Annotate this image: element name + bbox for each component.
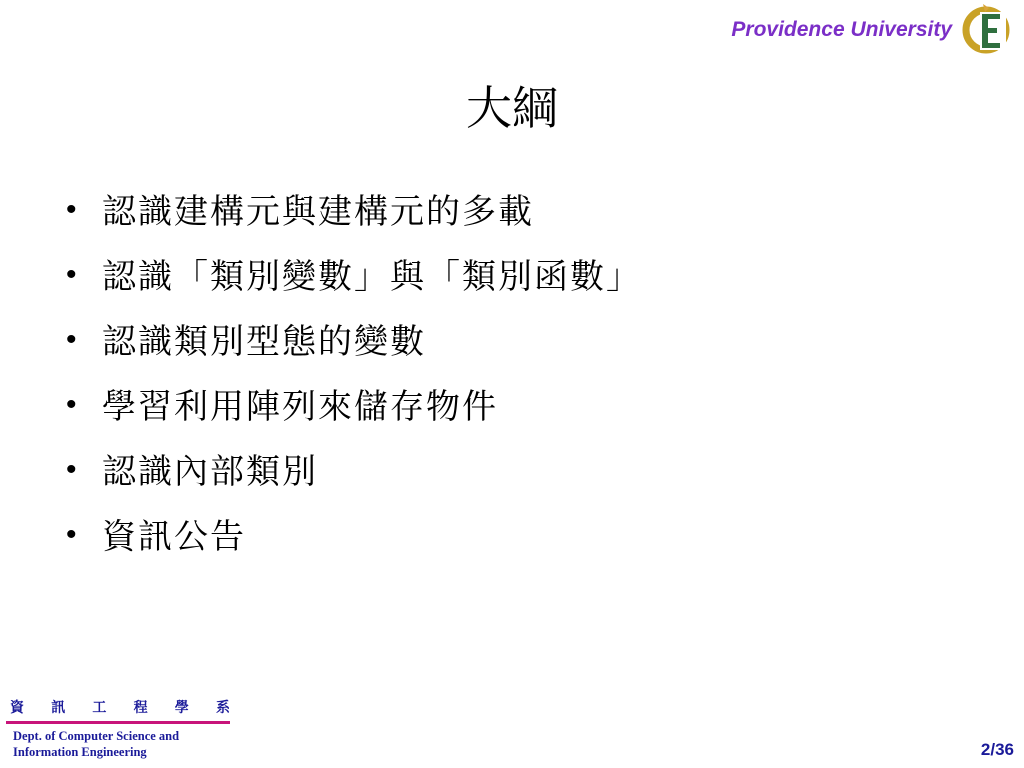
university-name: Providence University [731,18,952,41]
list-item [66,450,642,515]
footer-dept-english [13,728,179,760]
list-item [66,190,642,255]
footer-dept-char: 程 [133,700,148,716]
ce-department-logo-icon [960,2,1012,54]
footer-dept-char: 工 [92,700,107,716]
list-item-text: 認識類別型態的變數 [102,322,426,362]
bullet-icon: • [66,258,79,291]
bullet-icon: • [66,193,79,226]
footer-dept-char: 學 [174,700,189,716]
footer-dept-chinese [10,697,230,717]
list-item-text: 認識內部類別 [102,452,318,492]
list-item [66,255,642,320]
outline-list [66,190,642,580]
footer-divider [6,721,230,724]
footer-dept-en-line2: Information Engineering [13,745,147,759]
footer-dept-char: 訊 [51,700,66,716]
list-item [66,320,642,385]
footer-dept-char: 系 [215,700,230,716]
bullet-icon: • [66,388,79,421]
page-number: 2/36 [980,740,1014,759]
slide-title: 大綱 [466,81,558,135]
bullet-icon: • [66,453,79,486]
list-item [66,385,642,450]
list-item [66,515,642,580]
bullet-icon: • [66,518,79,551]
list-item-text: 學習利用陣列來儲存物件 [102,387,498,427]
list-item-text: 認識建構元與建構元的多載 [102,192,534,232]
list-item-text: 資訊公告 [102,517,246,557]
footer-dept-en-line1: Dept. of Computer Science and [13,729,180,743]
footer-dept-char: 資 [10,700,24,716]
list-item-text: 認識「類別變數」與「類別函數」 [102,257,642,297]
bullet-icon: • [66,323,79,356]
